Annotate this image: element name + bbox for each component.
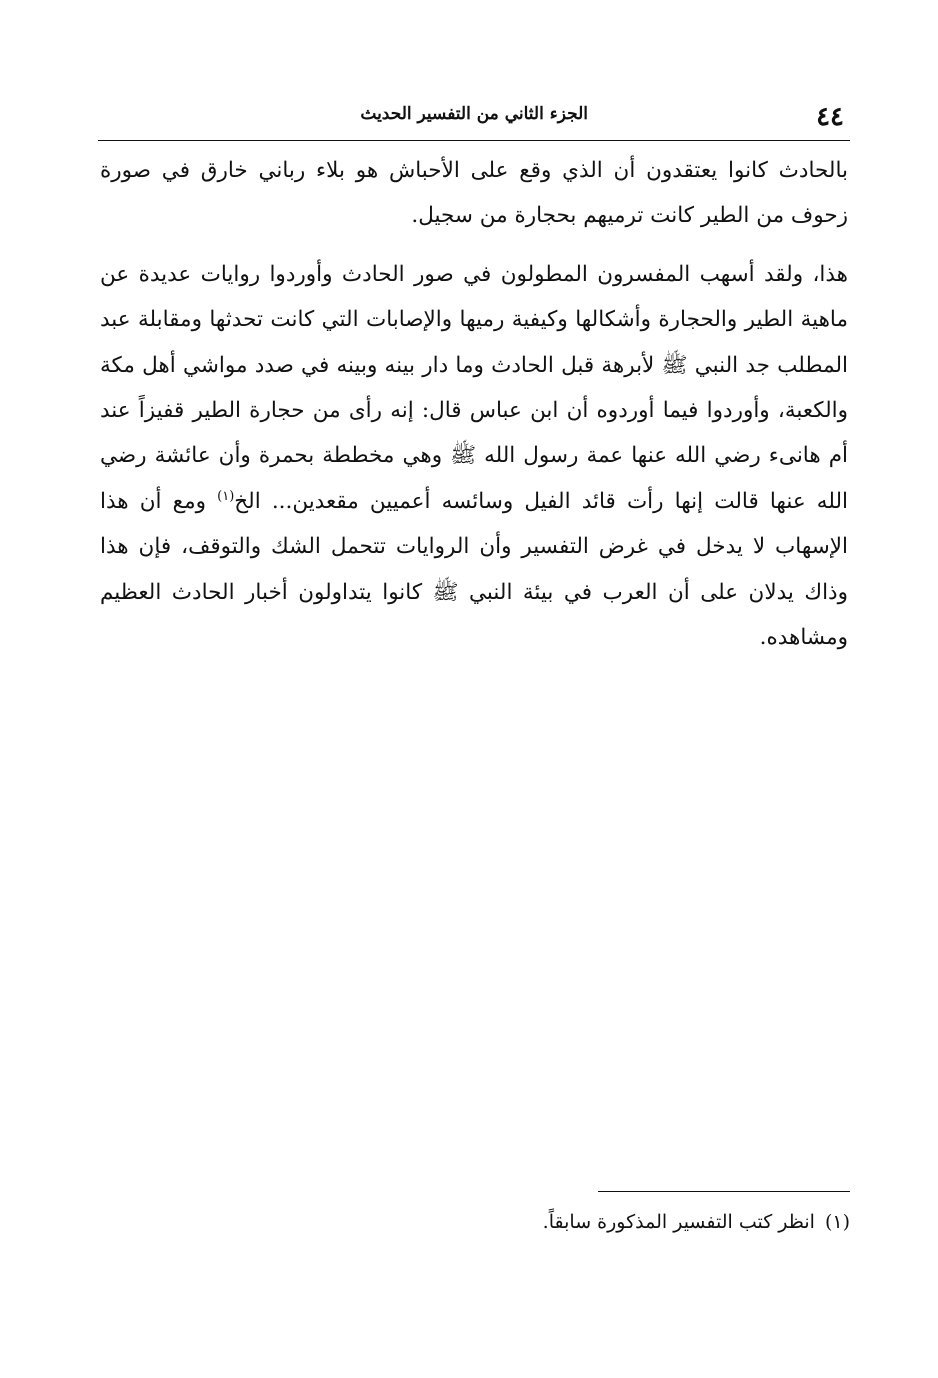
footnote-text: انظر كتب التفسير المذكورة سابقاً. xyxy=(542,1211,815,1233)
paragraph-2 xyxy=(100,252,848,661)
page-header xyxy=(98,98,850,134)
footnote xyxy=(543,1207,850,1237)
body-text xyxy=(100,148,848,660)
footnote-number: (١) xyxy=(824,1211,850,1233)
footnote-rule xyxy=(598,1191,850,1192)
paragraph-1: بالحادث كانوا يعتقدون أن الذي وقع على الأحباش هو بلاء رباني خارق في صورة زحوف من الطير كانت ترميهم بحجارة من سجيل. xyxy=(100,158,848,229)
paragraph-2-part-1: هذا، ولقد أسهب المفسرون المطولون في صور الحادث وأوردوا روايات عديدة عن ماهية الطير والحجارة وأشكالها وكيفية رميها والإصابات التي كانت تحدثها ومقابلة عبد المطلب جد النبي ﷺ لأبرهة قبل الحادث وما دار بينه وبينه في صدد مواشي أهل مكة والكعبة، وأوردوا فيما أوردوه أن ابن عباس قال: إنه رأى من حجارة الطير قفيزاً عند أم هانىء رضي الله عنها عمة رسول الله ﷺ وهي مخططة بحمرة وأن عائشة رضي الله عنها قالت إنها رأت قائد الفيل وسائسه أعميين مقعدين... الخ xyxy=(100,261,848,514)
page-number: ٤٤ xyxy=(816,102,844,132)
footnote-marker[interactable]: (١) xyxy=(217,488,235,504)
paragraph-2-part-2: ومع أن هذا الإسهاب لا يدخل في غرض التفسير وأن الروايات تتحمل الشك والتوقف، فإن هذا وذاك يدلان على أن العرب في بيئة النبي ﷺ كانوا يتداولون أخبار الحادث العظيم ومشاهده. xyxy=(100,488,848,651)
running-title: الجزء الثاني من التفسير الحديث xyxy=(360,104,588,124)
header-rule xyxy=(98,140,850,141)
